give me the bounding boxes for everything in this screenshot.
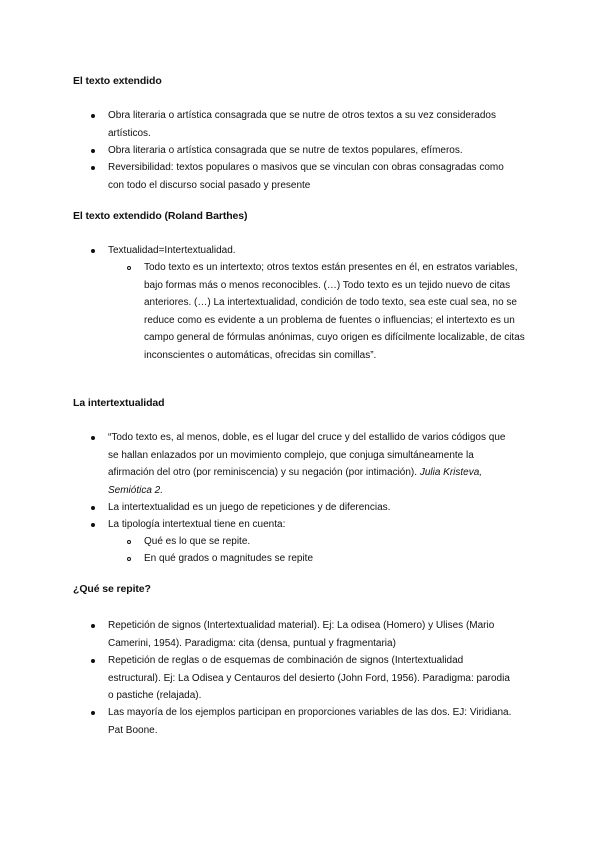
section-heading-que-se-repite: ¿Qué se repite?	[73, 583, 151, 595]
sub-list-item: En qué grados o magnitudes se repite	[144, 553, 313, 564]
section-heading-texto-extendido: El texto extendido	[73, 75, 162, 87]
list-item: Repetición de reglas o de esquemas de combinación de signos (Intertextualidad estructural). Ej: La Odisea y Centauros del desierto (John Ford, 1956). Paradigma: parodia o pastiche (relajada).	[108, 655, 510, 701]
bullet-icon	[91, 624, 95, 628]
sub-list-item: Qué es lo que se repite.	[144, 536, 251, 547]
sub-bullet-icon	[127, 557, 131, 561]
bullet-icon	[91, 659, 95, 663]
bullet-icon	[91, 506, 95, 510]
list-item: Obra literaria o artística consagrada que se nutre de otros textos a su vez considerados artísticos.	[108, 110, 496, 139]
quote-text: “Todo texto es, al menos, doble, es el lugar del cruce y del estallido de varios códigos que se hallan enlazados por un movimiento complejo, que conjuga simultáneamente la afirmación del otro (por reminiscencia) y su negación (por intimación).	[108, 432, 506, 478]
bullet-icon	[91, 114, 95, 118]
bullet-icon	[91, 149, 95, 153]
list-item-quote	[108, 429, 518, 499]
section-heading-barthes: El texto extendido (Roland Barthes)	[73, 210, 248, 222]
list-item: La intertextualidad es un juego de repeticiones y de diferencias.	[108, 502, 391, 513]
quote-source: Julia Kristeva, Semiótica 2.	[108, 467, 483, 496]
sub-bullet-icon	[127, 266, 131, 270]
bullet-icon	[91, 166, 95, 170]
bullet-icon	[91, 436, 95, 440]
list-item: Repetición de signos (Intertextualidad material). Ej: La odisea (Homero) y Ulises (Mario Camerini, 1954). Paradigma: cita (densa, puntual y fragmentaria)	[108, 620, 495, 649]
list-item: Obra literaria o artística consagrada que se nutre de textos populares, efímeros.	[108, 145, 463, 156]
list-item: La tipología intertextual tiene en cuenta:	[108, 519, 286, 530]
bullet-icon	[91, 249, 95, 253]
sub-bullet-icon	[127, 540, 131, 544]
list-item: Reversibilidad: textos populares o masivos que se vinculan con obras consagradas como con todo el discurso social pasado y presente	[108, 162, 504, 191]
list-item: Textualidad=Intertextualidad.	[108, 245, 236, 256]
section-heading-intertextualidad: La intertextualidad	[73, 397, 165, 409]
list-item: Las mayoría de los ejemplos participan en proporciones variables de las dos. EJ: Viridiana. Pat Boone.	[108, 707, 512, 736]
bullet-icon	[91, 711, 95, 715]
bullet-icon	[91, 523, 95, 527]
sub-list-item: Todo texto es un intertexto; otros textos están presentes en él, en estratos variables, bajo formas más o menos reconocibles. (…) Todo texto es un tejido nuevo de citas anteriores. (…) La intertextualidad, condición de todo texto, sea este cual sea, no se reduce como es evidente a un problema de fuentes o influencias; el intertexto es un campo general de fórmulas anónimas, cuyo origen es difícilmente localizable, de citas inconscientes o automáticas, ofrecidas sin comillas”.	[144, 262, 525, 361]
